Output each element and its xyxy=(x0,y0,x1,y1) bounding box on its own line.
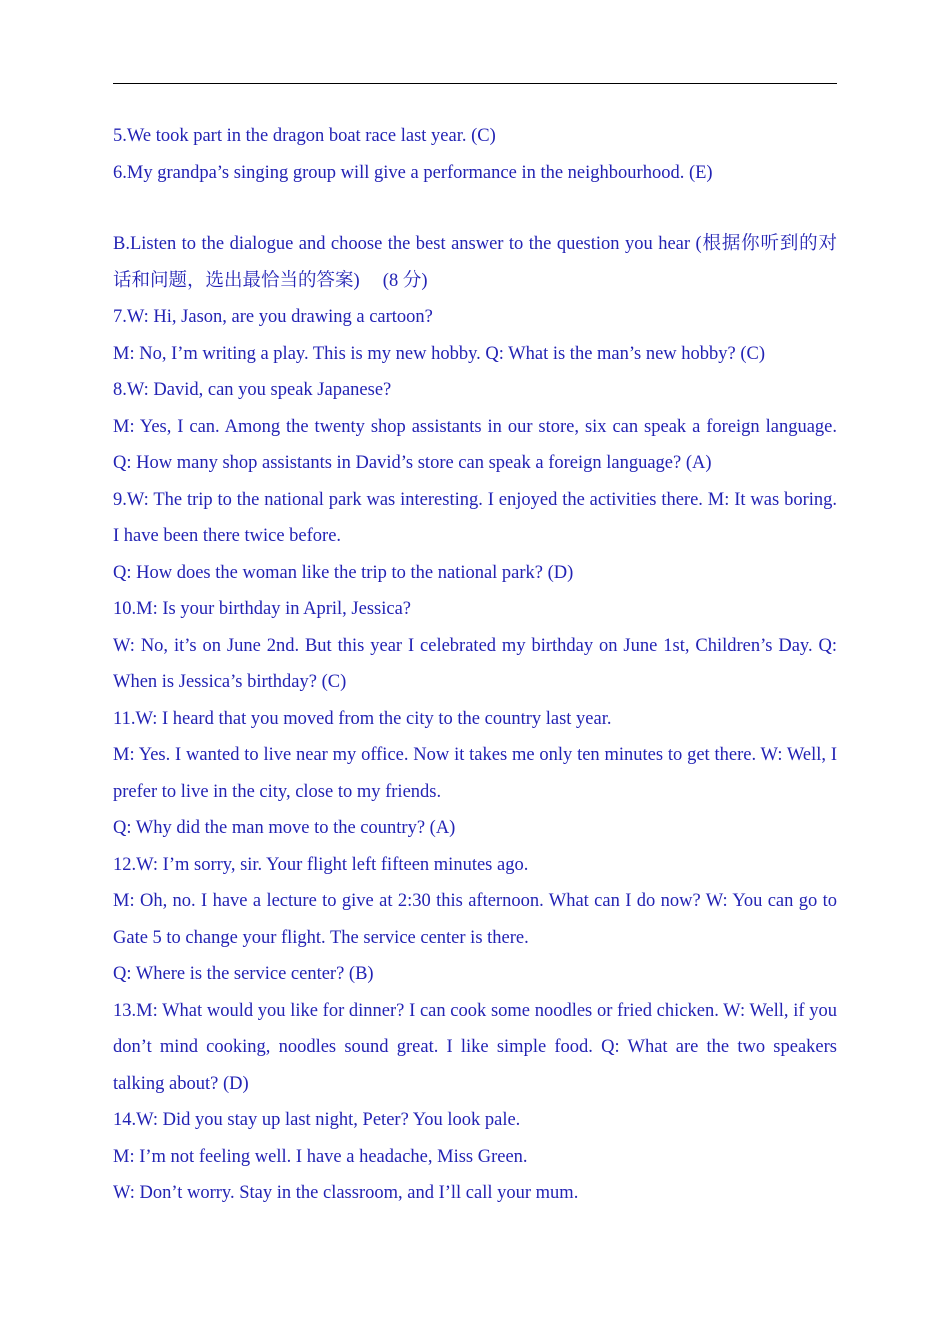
transcript-paragraph: 11.W: I heard that you moved from the city to the country last year. xyxy=(113,708,612,729)
transcript-paragraph: W: Don’t worry. Stay in the classroom, and I’ll call your mum. xyxy=(113,1183,579,1203)
transcript-paragraph: 12.W: I’m sorry, sir. Your flight left fifteen minutes ago. xyxy=(113,854,529,875)
transcript-paragraph: 7.W: Hi, Jason, are you drawing a cartoon? xyxy=(113,307,433,327)
transcript-paragraph: M: I’m not feeling well. I have a headache, Miss Green. xyxy=(113,1146,528,1167)
section-a-answers xyxy=(113,118,837,191)
transcript-paragraph: M: Yes, I can. Among the twenty shop assistants in our store, six can speak a foreign language. Q: How many shop assistants in David’s store can speak a foreign language? (A) xyxy=(113,416,837,473)
transcript-paragraph: 9.W: The trip to the national park was interesting. I enjoyed the activities there. M: It was boring. I have been there twice before. xyxy=(113,489,837,546)
transcript-paragraph: Q: How does the woman like the trip to the national park? (D) xyxy=(113,562,574,583)
transcript-paragraph: B.Listen to the dialogue and choose the best answer to the question you hear (根据你听到的对话和问题，选出最恰当的答案) (8 分) xyxy=(113,234,837,291)
transcript-paragraph: 10.M: Is your birthday in April, Jessica? xyxy=(113,599,412,619)
transcript-paragraph: W: No, it’s on June 2nd. But this year I celebrated my birthday on June 1st, Children’s Day. Q: When is Jessica’s birthday? (C) xyxy=(113,635,837,692)
header-rule xyxy=(113,83,837,84)
transcript-paragraph: 5.We took part in the dragon boat race last year. (C) xyxy=(113,126,496,146)
transcript-paragraph: Q: Where is the service center? (B) xyxy=(113,964,374,984)
transcript-paragraph: Q: Why did the man move to the country? (A) xyxy=(113,818,456,838)
transcript-paragraph: 6.My grandpa’s singing group will give a performance in the neighbourhood. (E) xyxy=(113,162,713,183)
transcript-paragraph: 14.W: Did you stay up last night, Peter? You look pale. xyxy=(113,1110,521,1130)
section-gap xyxy=(113,191,837,226)
transcript-paragraph: M: Oh, no. I have a lecture to give at 2:30 this afternoon. What can I do now? W: You can go to Gate 5 to change your flight. The service center is there. xyxy=(113,891,837,948)
transcript-paragraph: 13.M: What would you like for dinner? I can cook some noodles or fried chicken. W: Well, if you don’t mind cooking, noodles sound great. I like simple food. Q: What are the two speakers talking about? (D) xyxy=(113,1000,837,1094)
document-body xyxy=(113,118,837,1212)
section-b-dialogues xyxy=(113,226,837,1212)
transcript-paragraph: M: Yes. I wanted to live near my office. Now it takes me only ten minutes to get there. W: Well, I prefer to live in the city, close to my friends. xyxy=(113,745,837,802)
transcript-paragraph: 8.W: David, can you speak Japanese? xyxy=(113,380,392,400)
transcript-paragraph: M: No, I’m writing a play. This is my new hobby. Q: What is the man’s new hobby? (C) xyxy=(113,343,766,364)
